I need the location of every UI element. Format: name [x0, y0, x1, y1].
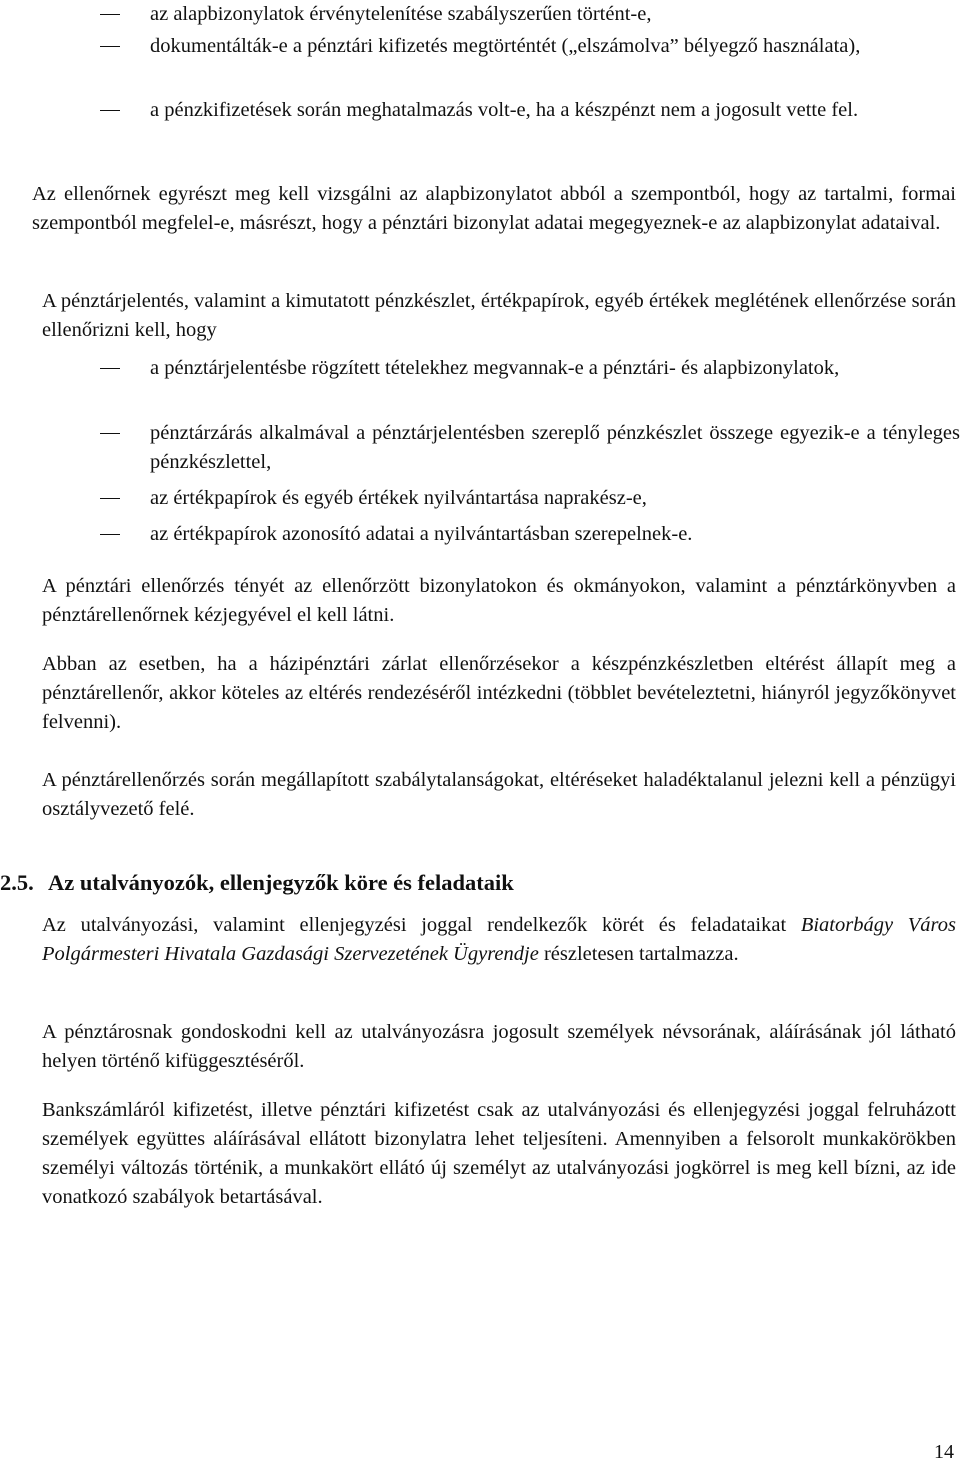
list-item: pénztárzárás alkalmával a pénztárjelentésben szereplő pénzkészlet összege egyezik-e a tényleges pénzkészlettel,: [100, 419, 960, 477]
list-item: az alapbizonylatok érvénytelenítése szabályszerűen történt-e,: [100, 0, 960, 29]
paragraph-cashier-duties: A pénztárosnak gondoskodni kell az utalványozásra jogosult személyek névsorának, aláírásának jól látható helyen történő kifüggesztéséről.: [42, 1021, 956, 1072]
section-number: 2.5.: [0, 870, 34, 895]
paragraph-discrepancy-handling: Abban az esetben, ha a házipénztári zárlat ellenőrzésekor a készpénzkészletben eltérést állapít meg a pénztárellenőr, akkor köteles az eltérés rendezéséről intézkedni (többlet bevételeztetni, hiányról jegyzőkönyvet felvenni).: [42, 653, 956, 733]
section-title: Az utalványozók, ellenjegyzők köre és feladataik: [48, 870, 514, 895]
bullet-list-cash-report-checks: [100, 354, 960, 549]
paragraph-signature-requirement: A pénztári ellenőrzés tényét az ellenőrzött bizonylatokon és okmányokon, valamint a pénztárkönyvben a pénztárellenőrnek kézjegyével el kell látni.: [42, 575, 956, 626]
list-item: az értékpapírok azonosító adatai a nyilvántartásban szerepelnek-e.: [100, 520, 960, 549]
list-item: dokumentálták-e a pénztári kifizetés megtörténtét („elszámolva” bélyegző használata),: [100, 32, 960, 90]
dash-bullet-icon: [100, 110, 120, 111]
paragraph-cash-report-check: A pénztárjelentés, valamint a kimutatott pénzkészlet, értékpapírok, egyéb értékek meglétének ellenőrzése során ellenőrizni kell, hogy: [42, 290, 956, 341]
dash-bullet-icon: [100, 14, 120, 15]
paragraph-payment-signatures: Bankszámláról kifizetést, illetve pénztári kifizetést csak az utalványozási és ellenjegyzési joggal felruházott személyek együttes aláírásával ellátott bizonylatra lehet teljesíteni. Amennyiben a felsorolt munkakörökben személyi változás történik, a munkakört ellátó új személyt az utalványozási jogkörrel is meg kell bízni, az ide vonatkozó szabályok betartásával.: [42, 1099, 956, 1208]
paragraph-authorizers-scope: Az utalványozási, valamint ellenjegyzési joggal rendelkezők körét és feladataikat Biatorbágy Város Polgármesteri Hivatala Gazdasági Szervezetének Ügyrendje részletesen tartalmazza.: [42, 914, 956, 965]
document-title-reference: Biatorbágy Város Polgármesteri Hivatala Gazdasági Szervezetének Ügyrendje: [42, 914, 956, 965]
list-item: az értékpapírok és egyéb értékek nyilvántartása naprakész-e,: [100, 484, 960, 513]
dash-bullet-icon: [100, 534, 120, 535]
dash-bullet-icon: [100, 46, 120, 47]
section-heading: [0, 868, 514, 898]
page-number: 14: [934, 1441, 954, 1463]
list-item: a pénzkifizetések során meghatalmazás volt-e, ha a készpénzt nem a jogosult vette fel.: [100, 96, 960, 125]
paragraph-irregularity-reporting: A pénztárellenőrzés során megállapított szabálytalanságokat, eltéréseket haladéktalanul jelezni kell a pénzügyi osztályvezető felé.: [42, 769, 956, 820]
dash-bullet-icon: [100, 368, 120, 369]
list-item: a pénztárjelentésbe rögzített tételekhez megvannak-e a pénztári- és alapbizonylatok,: [100, 354, 960, 412]
dash-bullet-icon: [100, 433, 120, 434]
bullet-list-audit-checks: [100, 0, 960, 125]
dash-bullet-icon: [100, 498, 120, 499]
paragraph-controller-review: Az ellenőrnek egyrészt meg kell vizsgálni az alapbizonylatot abból a szempontból, hogy az tartalmi, formai szempontból megfelel-e, másrészt, hogy a pénztári bizonylat adatai megegyeznek-e az alapbizonylat adataival.: [32, 183, 956, 234]
